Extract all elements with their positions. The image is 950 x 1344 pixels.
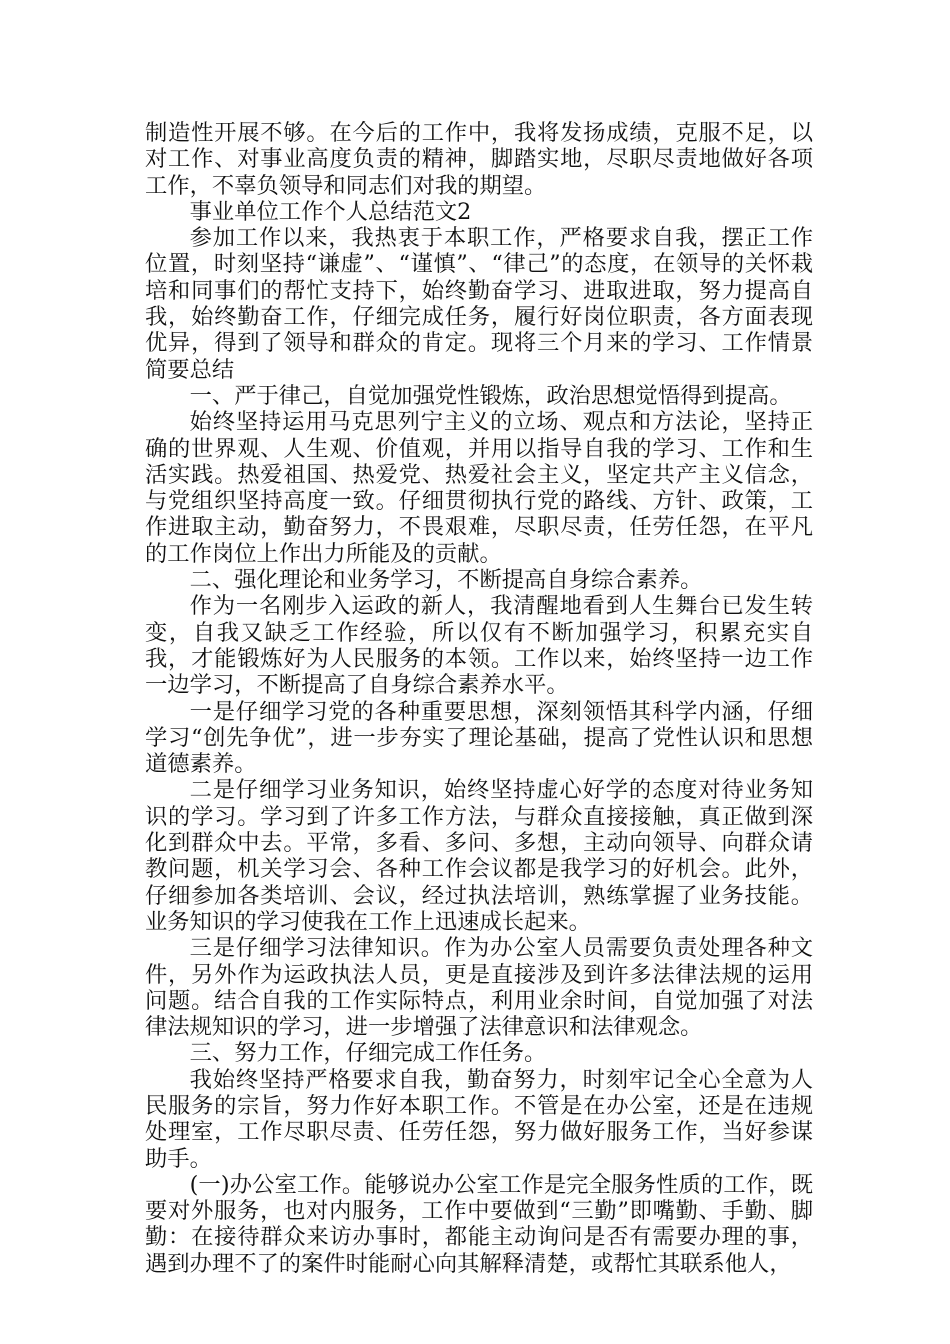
paragraph-office-work: (一)办公室工作。能够说办公室工作是完全服务性质的工作，既要对外服务，也对内服务，工作中要做到“三勤”即嘴勤、手勤、脚勤：在接待群众来访办事时，都能主动询问是否有需要办理的事，遇到办理不了的案件时能耐心向其解释清楚，或帮忙其联系他人， (145, 1171, 813, 1277)
heading-point-3: 三、努力工作，仔细完成工作任务。 (189, 1040, 547, 1067)
paragraph-point-2: 作为一名刚步入运政的新人，我清醒地看到人生舞台已发生转变，自我又缺乏工作经验，所以仅有不断加强学习，积累充实自我，才能锻炼好为人民服务的本领。工作以来，始终坚持一边工作一边学习，不断提高了自身综合素养水平。 (145, 593, 813, 699)
paragraph-intro: 参加工作以来，我热衷于本职工作，严格要求自我，摆正工作位置，时刻坚持“谦虚”、“谨慎”、“律己”的态度，在领导的关怀栽培和同事们的帮忙支持下，始终勤奋学习、进取进取，努力提高自我，始终勤奋工作，仔细完成任务，履行好岗位职责，各方面表现优异，得到了领导和群众的肯定。现将三个月来的学习、工作情景简要总结 (145, 225, 813, 383)
paragraph-point-2-sub-1: 一是仔细学习党的各种重要思想，深刻领悟其科学内涵，仔细学习“创先争优”，进一步夯实了理论基础，提高了党性认识和思想道德素养。 (145, 698, 813, 778)
section-heading-article-2: 事业单位工作个人总结范文2 (189, 198, 472, 225)
paragraph-point-1: 始终坚持运用马克思列宁主义的立场、观点和方法论，坚持正确的世界观、人生观、价值观，并用以指导自我的学习、工作和生活实践。热爱祖国、热爱党、热爱社会主义，坚定共产主义信念，与党组织坚持高度一致。仔细贯彻执行党的路线、方针、政策，工作进取主动，勤奋努力，不畏艰难，尽职尽责，任劳任怨，在平凡的工作岗位上作出力所能及的贡献。 (145, 409, 813, 567)
paragraph-point-2-sub-2: 二是仔细学习业务知识，始终坚持虚心好学的态度对待业务知识的学习。学习到了许多工作方法，与群众直接接触，真正做到深化到群众中去。平常，多看、多问、多想，主动向领导、向群众请教问题，机关学习会、各种工作会议都是我学习的好机会。此外，仔细参加各类培训、会议，经过执法培训，熟练掌握了业务技能。业务知识的学习使我在工作上迅速成长起来。 (145, 777, 813, 935)
heading-point-2: 二、强化理论和业务学习，不断提高自身综合素养。 (189, 567, 703, 594)
paragraph-point-2-sub-3: 三是仔细学习法律知识。作为办公室人员需要负责处理各种文件，另外作为运政执法人员，更是直接涉及到许多法律法规的运用问题。结合自我的工作实际特点，利用业余时间，自觉加强了对法律法规知识的学习，进一步增强了法律意识和法律观念。 (145, 935, 813, 1041)
paragraph-continuation: 制造性开展不够。在今后的工作中，我将发扬成绩，克服不足，以对工作、对事业高度负责的精神，脚踏实地，尽职尽责地做好各项工作，不辜负领导和同志们对我的期望。 (145, 120, 813, 199)
document-body (145, 120, 813, 1277)
paragraph-point-3: 我始终坚持严格要求自我，勤奋努力，时刻牢记全心全意为人民服务的宗旨，努力作好本职工作。不管是在办公室，还是在违规处理室，工作尽职尽责、任劳任怨，努力做好服务工作，当好参谋助手。 (145, 1066, 813, 1172)
heading-point-1: 一、严于律己，自觉加强党性锻炼，政治思想觉悟得到提高。 (189, 382, 792, 409)
